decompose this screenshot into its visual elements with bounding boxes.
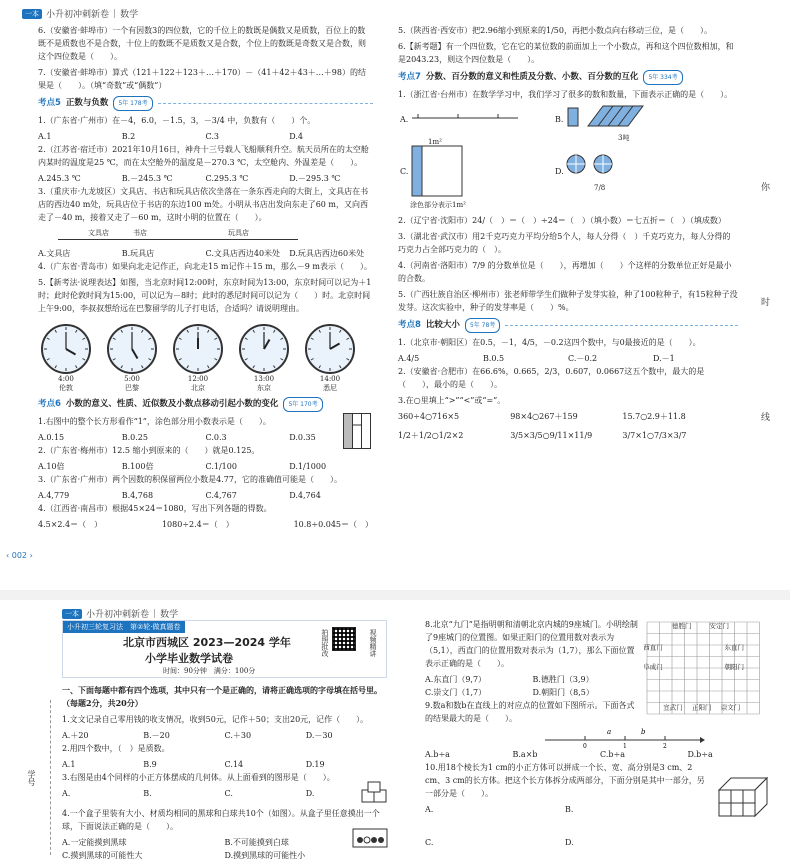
options: A.0.15 B.0.25 C.0.3 D.0.35 (38, 433, 316, 442)
book-title: 小升初冲刺新卷 (46, 10, 110, 20)
qr-code-icon[interactable] (332, 627, 356, 651)
options: A.4,779 B.4,768 C.4,767 D.4,764 (38, 491, 321, 500)
cube-stack-figure (360, 780, 390, 806)
clock-city: 悉尼 (323, 384, 337, 392)
page-bottom (0, 600, 790, 860)
question: 2.（辽宁省·沈阳市）24/（ ）＝（ ）÷24＝（ ）（填小数）＝七五折＝（ ）（填成数） (398, 216, 726, 225)
gate-label: 安定门 (709, 621, 729, 630)
svg-text:C.: C. (400, 167, 409, 176)
right-column (398, 24, 738, 442)
clock-face-icon (304, 323, 356, 375)
clock-time: 13:00 (253, 375, 275, 383)
question: 3.右图是由4个同样的小正方体摆成的几何体。从上面看到的图形是（ ）。 (62, 773, 335, 782)
clock-face-icon (106, 323, 158, 375)
options: A.东直门（9,7） B.德胜门（3,9） C.崇文门（1,7） D.朝阳门（8,5） (425, 675, 594, 697)
question: 3.（湖北省·武汉市）用2千克巧克力平均分给5个人，每人分得（ ）千克巧克力，每人分得的巧克力占全部巧克力的（ ）。 (398, 232, 731, 254)
question: 6.（安徽省·蚌埠市）一个有因数3的四位数，它的千位上的数既是偶数又是质数，百位上的数既不是质数也不是合数，十位上的数既不是质数又是合数，个位上的数既是奇数又是合数，则这个四位数是（ ）。 (38, 26, 366, 61)
right-column (425, 618, 640, 728)
question: 4.（江西省·南昌市）根据45×24＝1080，写出下列各题的得数。 (38, 504, 272, 513)
margin-char: 你 (760, 183, 770, 193)
photo-grade-label: 拍照批改 (321, 629, 329, 657)
section-heading: 考点8 比较大小 5年 78考 (398, 318, 738, 333)
clock-city: 北京 (191, 384, 205, 392)
question: 1.（广东省·广州市）在－4，6.0，－1.5，3，－3/4 中，负数有（ ）个。 (38, 116, 316, 125)
left-column (38, 24, 373, 531)
options: A. B. C. D. (62, 789, 315, 798)
options: A.文具店 B.玩具店 C.文具店西边40米处 D.玩具店西边60米处 (38, 249, 365, 258)
question: 2.用四个数中，（ ）是质数。 (62, 744, 170, 753)
exam-title: 北京市西城区 2023—2024 学年 (123, 636, 291, 649)
clock (38, 323, 94, 393)
question: 2.（安徽省·合肥市）在66.6%，0.665，2/3，0.607，0.0667这五个数中，最大的是（ ），最小的是（ ）。 (398, 367, 705, 389)
shaded-rectangle-figure (343, 413, 371, 449)
comparison-items: 360÷4○716×5 98×4○267＋159 15.7○2.9＋11.8 1/2＋1/2○1/2×2 3/5×3/5○9/11×11/9 3/7×1○7/3×3/7 (398, 412, 687, 440)
svg-text:3吨: 3吨 (618, 134, 630, 142)
clock-face-icon (172, 323, 224, 375)
student-id-label: 学号 (27, 770, 36, 786)
section-instructions: 一、下面每题中都有四个选项，其中只有一个是正确的，请将正确选项的字母填在括号里。（每题2分，共20分） (62, 685, 382, 708)
cuboid-figure (715, 770, 775, 820)
question: 8.北京“九门”是指明朝和清朝北京内城的9座城门。小明绘制了9座城门的位置图。如果正阳门的位置用数对表示为（5,1），西直门的位置用数对表示为（1,7），那么下面位置表示正确的是（ ）。 (425, 620, 638, 668)
svg-text:涂色部分表示1m²: 涂色部分表示1m² (410, 201, 466, 209)
svg-text:D.: D. (555, 167, 564, 176)
round-pill: 小升初三轮复习法 第②轮·做真题卷 (63, 621, 185, 633)
video-label: 视频精讲 (369, 629, 377, 657)
question: 4.（广东省·青岛市）如果向北走记作正，向北走15 m记作＋15 m，那么－9 m表示（ ）。 (38, 262, 373, 271)
clock-time: 12:00 (187, 375, 209, 383)
svg-text:2: 2 (663, 743, 667, 748)
gate-grid-map (643, 618, 761, 718)
clock (170, 323, 226, 393)
question: 7.（安徽省·蚌埠市）算式（121＋122＋123＋…＋170）－（41＋42＋43＋…＋98）的结果是（ ）。（填“奇数”或“偶数”） (38, 68, 366, 90)
section-heading: 考点7 分数、百分数的意义和性质及分数、小数、百分数的互化 5年 334考 (398, 70, 738, 85)
fraction-diagrams (398, 104, 728, 214)
clock-face-icon (238, 323, 290, 375)
svg-text:A.: A. (400, 115, 409, 124)
question: 4.一个盒子里装有大小、材质均相同的黑球和白球共10个（如图）。从盒子里任意摸出一个球，下面说法正确的是（ ）。 (62, 809, 380, 831)
clock-time: 5:00 (124, 375, 140, 383)
page-header: 一本 小升初冲刺新卷 | 数学 (62, 607, 178, 620)
options: A.4/5 B.0.5 C.－0.2 D.－1 (398, 354, 675, 363)
clock-row (38, 323, 373, 393)
gate-label: 正阳门 (692, 703, 712, 712)
question: 2.（广东省·梅州市）12.5 缩小到原来的（ ）就是0.125。 (38, 446, 260, 455)
count-badge: 5年 78考 (465, 318, 500, 333)
gate-label: 宣武门 (663, 703, 683, 712)
subject-label: 数学 (160, 610, 179, 620)
options: A.10倍 B.100倍 C.1/100 D.1/1000 (38, 462, 327, 471)
svg-text:0: 0 (583, 743, 587, 748)
options: 4.5×2.4＝（ ） 1080÷2.4＝（ ） 10.8÷0.045＝（ ） (38, 520, 373, 529)
clock (302, 323, 358, 393)
svg-text:b: b (641, 728, 646, 736)
svg-text:a: a (607, 728, 612, 736)
svg-text:1m²: 1m² (428, 138, 442, 146)
gate-label: 阜成门 (643, 663, 663, 672)
gate-label: 崇文门 (720, 703, 741, 712)
gate-label: 德胜门 (672, 621, 692, 630)
margin-char: 线 (760, 413, 770, 423)
question: 3.（广东省·广州市）两个因数的积保留两位小数是4.77，它的准确值可能是（ ）。 (38, 475, 342, 484)
question: 4.（河南省·洛阳市）7/9 的分数单位是（ ），再增加（ ）个这样的分数单位正好是最小的合数。 (398, 261, 732, 283)
svg-text:1: 1 (623, 743, 627, 748)
question: 5.（陕西省·西安市）把2.96缩小到原来的1/50，再把小数点向右移动三位，是（ ）。 (398, 26, 712, 35)
fraction-figures (398, 104, 738, 214)
question: 1.（浙江省·台州市）在数学学习中，我们学习了很多的数和数量，下面表示正确的是（ ）。 (398, 90, 733, 99)
ball-box-figure (352, 828, 388, 848)
gate-label: 朝阳门 (724, 663, 744, 672)
book-title: 小升初冲刺新卷 (86, 610, 150, 620)
options: A.1 B.2 C.3 D.4 (38, 132, 304, 141)
page-gap (0, 590, 790, 600)
gate-label: 西直门 (643, 643, 663, 652)
question: 1.（北京市·朝阳区）在0.5，－1，4/5，－0.2这四个数中，与0最接近的是（ ）。 (398, 338, 701, 347)
street-diagram: 文具店 书店 玩具店 (58, 227, 298, 245)
svg-text:B.: B. (555, 115, 564, 124)
clock (236, 323, 292, 393)
margin-char: 时 (760, 298, 770, 308)
svg-text:7/8: 7/8 (594, 184, 606, 192)
question: 3.（重庆市·九龙坡区）文具店、书店和玩具店依次坐落在一条东西走向的大街上，文具店在书店的西边40 m处，玩具店位于书店的东边100 m处。小明从书店出发向东走了60 m，又向西走了－40 m，接着又走了－60 m，这时小明的位置在（ ）。 (38, 187, 369, 222)
question: 5.（广西壮族自治区·柳州市）张老师带学生们做种子发芽实验，种了100粒种子，有15粒种子没发芽。这次实验中，种子的发芽率是（ ）%。 (398, 290, 738, 312)
options: A.一定能摸到黑球 B.不可能摸到白球 C.摸到黑球的可能性大 D.摸到黑球的可能性小 (62, 838, 306, 860)
left-column (62, 684, 387, 862)
page-header: 一本 小升初冲刺新卷 | 数学 (22, 7, 138, 20)
clock-time: 14:00 (319, 375, 341, 383)
question: 2.（江苏省·宿迁市）2021年10月16日，神舟十三号载人飞船顺利升空。航天员所在的太空舱内某时的温度是25 ℃，而在太空舱外的温度是－270.3 ℃，太空舱内、外温差是（ ）。 (38, 145, 369, 167)
question: 3.在○里填上“>”“<”或“=”。 (398, 396, 506, 405)
options: A.1 B.9 C.14 D.19 (62, 760, 325, 769)
clock-face-icon (40, 323, 92, 375)
options: A.245.3 ℃ B.－245.3 ℃ C.295.3 ℃ D.－295.3 ℃ (38, 174, 341, 183)
page-number: ‹ 002 › (6, 551, 33, 560)
brand-tag: 一本 (22, 9, 42, 19)
subject-label: 数学 (120, 10, 139, 20)
question: 5.【新考法·说理表达】如图，当北京时间12:00时，东京时间为13:00，东京时间可以记为＋1时；此时伦敦时间为15:00，可以记为－8时；此时的悉尼时间可以记为（ ）时。北京时间上午9:00，李叔叔想给远在巴黎留学的儿子打电话，合适吗？请说明理由。 (38, 278, 372, 313)
question: 6.【新考题】有一个四位数，它在它的某位数的前面加上一个小数点，再和这个四位数相加，和是2043.23，则这个四位数是（ ）。 (398, 42, 734, 64)
question: 1.文文记录自己零用钱的收支情况，收到50元，记作＋50；支出20元，记作（ ）。 (62, 715, 369, 724)
number-line (545, 726, 705, 748)
exam-time: 时间：90分钟 满分：100分 (163, 667, 256, 675)
section-heading: 考点5 正数与负数 5年 178考 (38, 96, 373, 111)
clock-time: 4:00 (58, 375, 74, 383)
count-badge: 5年 334考 (643, 70, 682, 85)
clock-city: 伦敦 (59, 384, 73, 392)
exam-banner (62, 620, 387, 678)
count-badge: 5年 178考 (113, 96, 152, 111)
options: A.b÷a B.a×b C.b÷a D.b÷a (425, 750, 713, 759)
count-badge: 5年 170考 (283, 397, 322, 412)
gate-label: 东直门 (724, 643, 744, 652)
question: 9.数a和数b在直线上的对应点的位置如下图所示。下面各式的结果最大的是（ ）。 (425, 701, 635, 723)
clock-city: 东京 (257, 384, 271, 392)
options: A.＋20 B.－20 C.＋30 D.－30 (62, 731, 333, 740)
question: 10.用18个棱长为1 cm的小正方体可以拼成一个长、宽、高分别是3 cm、2 cm、3 cm的长方体。把这个长方体拆分成两部分，下面分别是其中一部分，另一部分是（ ）。 (425, 763, 705, 798)
brand-tag: 一本 (62, 609, 82, 619)
section-heading: 考点6 小数的意义、性质、近似数及小数点移动引起小数的变化 5年 170考 (38, 397, 373, 412)
exam-subtitle: 小学毕业数学试卷 (145, 652, 233, 665)
question: 1.右图中的整个长方形看作“1”，涂色部分用小数表示是（ ）。 (38, 417, 271, 426)
clock-city: 巴黎 (125, 384, 139, 392)
options: A. B. C. D. (425, 805, 574, 847)
clock (104, 323, 160, 393)
